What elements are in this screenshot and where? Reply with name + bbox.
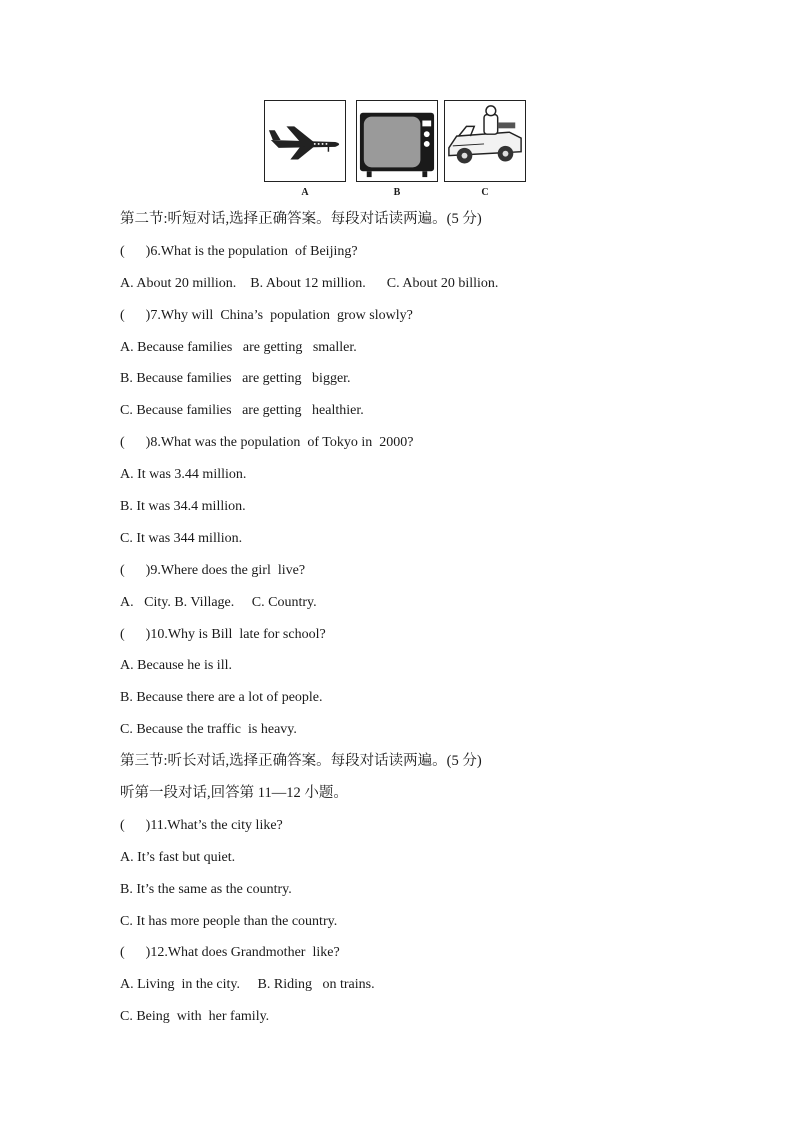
- question-9-options: A. City. B. Village. C. Country.: [120, 594, 317, 610]
- question-9: ( )9.Where does the girl live?: [120, 562, 306, 578]
- dialogue-1-instruction: 听第一段对话,回答第 11—12 小题。: [120, 785, 348, 802]
- question-11: ( )11.What’s the city like?: [120, 817, 283, 833]
- section-2-heading: 第二节:听短对话,选择正确答案。每段对话读两遍。(5 分): [120, 211, 482, 227]
- option-c-label: C: [481, 187, 489, 198]
- question-10-option-a: A. Because he is ill.: [120, 658, 232, 674]
- airplane-icon: [265, 101, 345, 181]
- question-12-option-c: C. Being with her family.: [120, 1009, 270, 1025]
- television-icon: [357, 101, 437, 181]
- option-a-picture: [264, 100, 346, 182]
- option-b-picture: [356, 100, 438, 182]
- question-8-option-a: A. It was 3.44 million.: [120, 467, 247, 483]
- question-text: [120, 204, 680, 1033]
- question-6: ( )6.What is the population of Beijing?: [120, 243, 358, 259]
- question-12-options-ab: A. Living in the city. B. Riding on trains.: [120, 977, 375, 993]
- question-8: ( )8.What was the population of Tokyo in 2000?: [120, 435, 414, 451]
- question-10-option-c: C. Because the traffic is heavy.: [120, 722, 297, 738]
- question-7: ( )7.Why will China’s population grow slowly?: [120, 307, 413, 323]
- question-7-option-b: B. Because families are getting bigger.: [120, 371, 351, 387]
- question-6-options: A. About 20 million. B. About 12 million. C. About 20 billion.: [120, 275, 499, 291]
- question-11-option-c: C. It has more people than the country.: [120, 913, 338, 929]
- question-7-option-c: C. Because families are getting healthier.: [120, 403, 364, 419]
- question-12: ( )12.What does Grandmother like?: [120, 945, 340, 961]
- jeep-icon: [445, 101, 525, 181]
- section-3-heading: 第三节:听长对话,选择正确答案。每段对话读两遍。(5 分): [120, 753, 482, 770]
- option-c-picture: [444, 100, 526, 182]
- question-7-option-a: A. Because families are getting smaller.: [120, 339, 357, 355]
- option-a-label: A: [301, 187, 309, 198]
- question-10-option-b: B. Because there are a lot of people.: [120, 690, 323, 706]
- question-8-option-c: C. It was 344 million.: [120, 530, 243, 546]
- question-11-option-a: A. It’s fast but quiet.: [120, 849, 236, 865]
- question-8-option-b: B. It was 34.4 million.: [120, 499, 246, 515]
- question-11-option-b: B. It’s the same as the country.: [120, 881, 292, 897]
- picture-options: [264, 100, 530, 204]
- question-10: ( )10.Why is Bill late for school?: [120, 626, 326, 642]
- option-b-label: B: [393, 187, 401, 198]
